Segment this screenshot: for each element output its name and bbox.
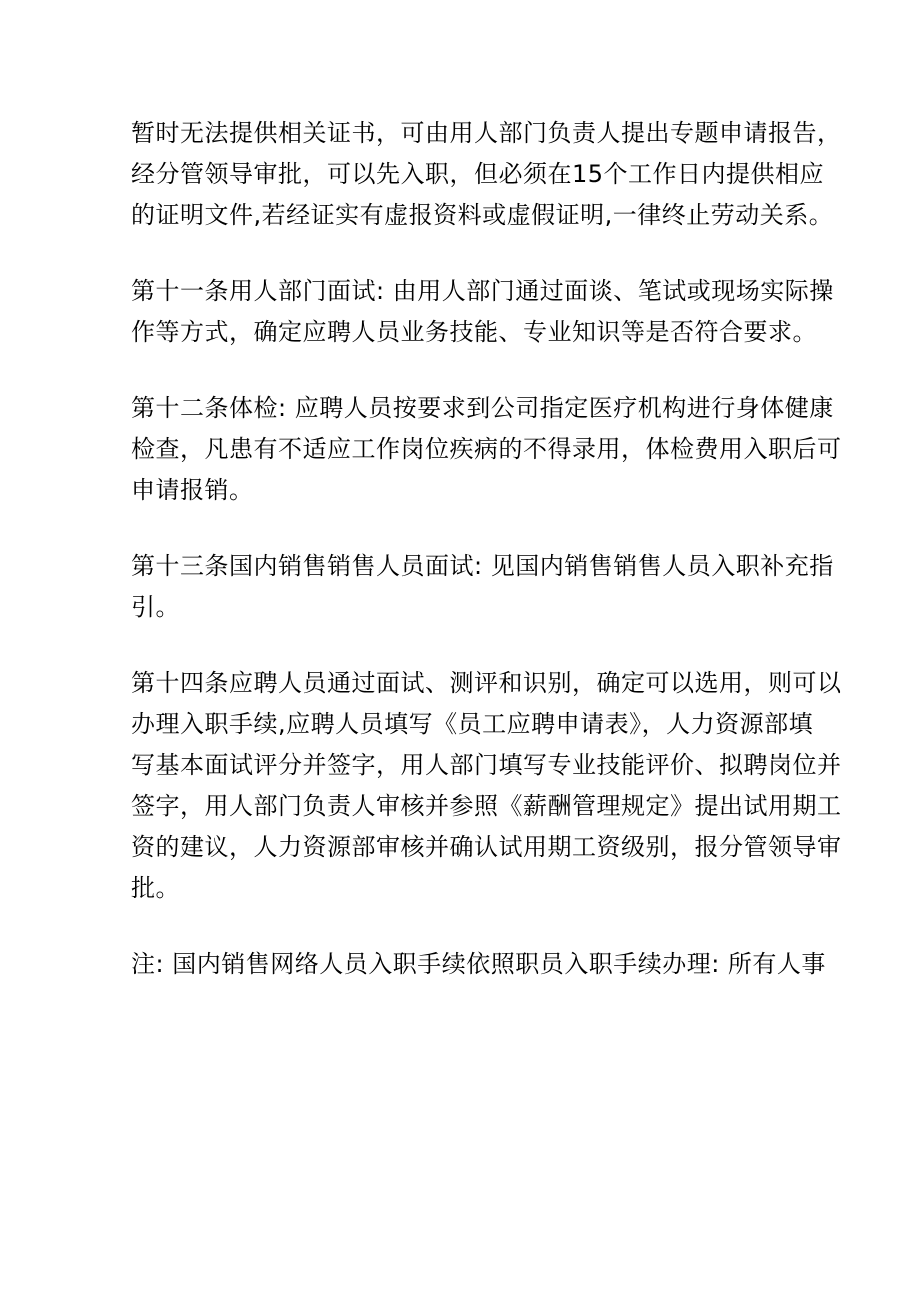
paragraph-article-11 <box>131 271 834 353</box>
text-line: 引。 <box>131 593 180 621</box>
text-line: 暂时无法提供相关证书，可由用人部门负责人提出专题申请报告， <box>131 119 842 147</box>
paragraph-article-12 <box>131 388 842 511</box>
text-line: 第十二条体检: 应聘人员按要求到公司指定医疗机构进行身体健康 <box>131 394 834 422</box>
text-line: 写基本面试评分并签字，用人部门填写专业技能评价、拟聘岗位并 <box>131 751 842 779</box>
text-line: 的证明文件,若经证实有虚报资料或虚假证明,一律终止劳动关系。 <box>131 201 834 229</box>
text-line: 申请报销。 <box>131 476 254 504</box>
text-line: 注: 国内销售网络人员入职手续依照职员入职手续办理: 所有人事 <box>131 950 826 978</box>
text-line: 第十一条用人部门面试: 由用人部门通过面谈、笔试或现场实际操 <box>131 277 834 305</box>
text-line: 资的建议，人力资源部审核并确认试用期工资级别，报分管领导审 <box>131 833 842 861</box>
text-line: 签字，用人部门负责人审核并参照《薪酬管理规定》提出试用期工 <box>131 792 842 820</box>
text-line: 作等方式，确定应聘人员业务技能、专业知识等是否符合要求。 <box>131 318 817 346</box>
paragraph-note <box>131 944 826 985</box>
text-line: 办理入职手续,应聘人员填写《员工应聘申请表》，人力资源部填 <box>131 710 814 738</box>
paragraph-article-14 <box>131 663 842 909</box>
document-body <box>131 113 842 985</box>
text-line: 第十三条国内销售销售人员面试: 见国内销售销售人员入职补充指 <box>131 552 834 580</box>
text-line: 经分管领导审批，可以先入职，但必须在15个工作日内提供相应 <box>131 160 825 188</box>
paragraph-article-13 <box>131 546 834 628</box>
text-line: 批。 <box>131 874 180 902</box>
paragraph-certificate-note <box>131 113 842 236</box>
text-line: 检查，凡患有不适应工作岗位疾病的不得录用，体检费用入职后可 <box>131 435 842 463</box>
text-line: 第十四条应聘人员通过面试、测评和识别，确定可以选用，则可以 <box>131 669 842 697</box>
